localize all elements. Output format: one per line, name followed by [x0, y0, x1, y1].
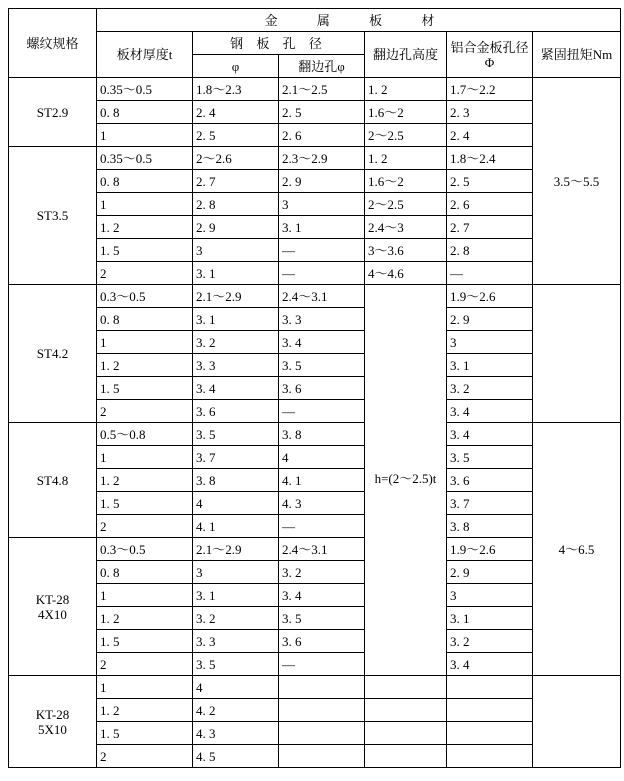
alu-hole-cell: 2. 9: [447, 561, 533, 584]
spec-kt28-5x10: [9, 676, 97, 768]
torque-blank-cell: [533, 285, 621, 423]
table-row: [9, 699, 621, 722]
flange-phi-cell: [279, 676, 365, 699]
phi-cell: 2. 4: [193, 101, 279, 124]
table-row: [9, 262, 621, 285]
phi-cell: 3. 1: [193, 308, 279, 331]
flange-phi-cell: 3. 6: [279, 630, 365, 653]
table-row: [9, 607, 621, 630]
table-row: [9, 377, 621, 400]
flange-phi-cell: 3. 4: [279, 584, 365, 607]
flange-height-cell: 1.6～2: [365, 101, 447, 124]
flange-phi-cell: —: [279, 239, 365, 262]
phi-cell: 4: [193, 492, 279, 515]
flange-height-cell: 1. 2: [365, 147, 447, 170]
flange-phi-cell: 3. 8: [279, 423, 365, 446]
alu-hole-cell: 1.9～2.6: [447, 538, 533, 561]
flange-height-cell: 2.4～3: [365, 216, 447, 239]
phi-cell: 4. 5: [193, 745, 279, 768]
alu-hole-cell: 3. 1: [447, 607, 533, 630]
table-row: [9, 400, 621, 423]
thickness-cell: 1. 2: [97, 216, 193, 239]
flange-height-formula: h=(2～2.5)t: [365, 285, 447, 676]
table-row: [9, 653, 621, 676]
flange-phi-cell: 3. 2: [279, 561, 365, 584]
thickness-cell: 1. 2: [97, 607, 193, 630]
flange-phi-cell: 2.4～3.1: [279, 538, 365, 561]
phi-cell: 3. 5: [193, 653, 279, 676]
phi-cell: 4. 2: [193, 699, 279, 722]
thickness-cell: 0. 8: [97, 561, 193, 584]
thickness-cell: 1: [97, 446, 193, 469]
flange-phi-cell: 4. 3: [279, 492, 365, 515]
table-row: [9, 308, 621, 331]
flange-phi-cell: 2.4～3.1: [279, 285, 365, 308]
spec-st4-8: ST4.8: [9, 423, 97, 538]
thickness-cell: 2: [97, 515, 193, 538]
flange-phi-cell: 2. 6: [279, 124, 365, 147]
flange-phi-cell: [279, 722, 365, 745]
phi-cell: 3. 3: [193, 354, 279, 377]
alu-hole-cell: 2. 8: [447, 239, 533, 262]
flange-phi-cell: —: [279, 400, 365, 423]
alu-hole-cell: 2. 6: [447, 193, 533, 216]
thickness-cell: 0. 8: [97, 101, 193, 124]
flange-phi-cell: 4. 1: [279, 469, 365, 492]
alu-hole-cell: —: [447, 262, 533, 285]
thickness-cell: 2: [97, 653, 193, 676]
thickness-cell: 1: [97, 124, 193, 147]
alu-hole-cell: 2. 9: [447, 308, 533, 331]
phi-cell: 3: [193, 561, 279, 584]
spec-line-1: KT-28: [35, 591, 70, 607]
table-row: [9, 170, 621, 193]
torque-cell-1: 3.5～5.5: [533, 78, 621, 285]
phi-cell: 3. 5: [193, 423, 279, 446]
alu-hole-cell: 2. 7: [447, 216, 533, 239]
header-thickness: 板材厚度t: [97, 32, 193, 78]
table-row: [9, 676, 621, 699]
flange-phi-cell: —: [279, 515, 365, 538]
alu-hole-cell: 1.7～2.2: [447, 78, 533, 101]
alu-hole-cell: 3. 4: [447, 423, 533, 446]
header-thread-spec: 螺纹规格: [9, 9, 97, 78]
flange-phi-cell: 3. 5: [279, 607, 365, 630]
alu-hole-cell: 2. 5: [447, 170, 533, 193]
thickness-cell: 2: [97, 745, 193, 768]
thickness-cell: 0.35～0.5: [97, 147, 193, 170]
alu-hole-cell: 1.8～2.4: [447, 147, 533, 170]
flange-phi-cell: —: [279, 262, 365, 285]
phi-cell: 2. 9: [193, 216, 279, 239]
table-row: [9, 492, 621, 515]
thickness-cell: 1: [97, 676, 193, 699]
phi-cell: 3. 6: [193, 400, 279, 423]
flange-phi-cell: 2.3～2.9: [279, 147, 365, 170]
phi-cell: 3. 1: [193, 584, 279, 607]
alu-hole-cell: 3: [447, 331, 533, 354]
phi-cell: 3. 8: [193, 469, 279, 492]
flange-phi-cell: 3. 5: [279, 354, 365, 377]
phi-cell: 3. 2: [193, 331, 279, 354]
phi-cell: 3. 4: [193, 377, 279, 400]
header-flange-height: 翻边孔高度: [365, 32, 447, 78]
torque-cell-2: 4～6.5: [533, 423, 621, 676]
flange-phi-cell: [279, 745, 365, 768]
thickness-cell: 1. 5: [97, 377, 193, 400]
table-row: [9, 216, 621, 239]
flange-height-cell: [365, 722, 447, 745]
thickness-cell: 2: [97, 262, 193, 285]
flange-height-cell: 4～4.6: [365, 262, 447, 285]
thickness-cell: 1. 5: [97, 722, 193, 745]
table-row: [9, 124, 621, 147]
thickness-cell: 0.5～0.8: [97, 423, 193, 446]
flange-phi-cell: —: [279, 653, 365, 676]
phi-cell: 2～2.6: [193, 147, 279, 170]
alu-hole-cell: [447, 745, 533, 768]
alu-hole-cell: 3. 2: [447, 630, 533, 653]
table-row: [9, 538, 621, 561]
flange-phi-cell: 2. 9: [279, 170, 365, 193]
spec-line-2: 4X10: [38, 606, 67, 622]
table-row: [9, 446, 621, 469]
table-row: [9, 193, 621, 216]
phi-cell: 3. 3: [193, 630, 279, 653]
thickness-cell: 1. 2: [97, 699, 193, 722]
alu-hole-cell: 3. 7: [447, 492, 533, 515]
table-row: [9, 354, 621, 377]
flange-height-cell: [365, 745, 447, 768]
flange-height-cell: 3～3.6: [365, 239, 447, 262]
thickness-cell: 0.35～0.5: [97, 78, 193, 101]
spec-line-1: KT-28: [35, 706, 70, 722]
thickness-cell: 1. 2: [97, 469, 193, 492]
table-row: [9, 147, 621, 170]
table-row: [9, 722, 621, 745]
flange-phi-cell: 2.1～2.5: [279, 78, 365, 101]
flange-phi-cell: 4: [279, 446, 365, 469]
alu-hole-cell: 3: [447, 584, 533, 607]
thickness-cell: 0. 8: [97, 170, 193, 193]
header-torque: 紧固扭矩Nm: [533, 32, 621, 78]
flange-phi-cell: 3. 3: [279, 308, 365, 331]
fastener-spec-table: [8, 8, 621, 768]
alu-hole-cell: 3. 1: [447, 354, 533, 377]
flange-height-cell: 2～2.5: [365, 124, 447, 147]
flange-phi-cell: 2. 5: [279, 101, 365, 124]
phi-cell: 3. 2: [193, 607, 279, 630]
thickness-cell: 1: [97, 584, 193, 607]
flange-phi-cell: 3. 1: [279, 216, 365, 239]
alu-hole-cell: 3. 5: [447, 446, 533, 469]
table-row: [9, 331, 621, 354]
phi-cell: 1.8～2.3: [193, 78, 279, 101]
table-row: [9, 423, 621, 446]
phi-cell: 3. 1: [193, 262, 279, 285]
header-alu-hole: 铝合金板孔径Φ: [447, 32, 533, 78]
flange-height-cell: 2～2.5: [365, 193, 447, 216]
alu-hole-cell: 3. 6: [447, 469, 533, 492]
flange-phi-cell: [279, 699, 365, 722]
alu-hole-cell: 2. 3: [447, 101, 533, 124]
alu-hole-cell: [447, 699, 533, 722]
phi-cell: 2.1～2.9: [193, 538, 279, 561]
flange-height-cell: 1.6～2: [365, 170, 447, 193]
flange-phi-cell: 3. 4: [279, 331, 365, 354]
flange-height-cell: 1. 2: [365, 78, 447, 101]
spec-st2-9: ST2.9: [9, 78, 97, 147]
spec-line-2: 5X10: [38, 721, 67, 737]
table-row: [9, 561, 621, 584]
header-steel-hole: 钢 板 孔 径: [193, 32, 365, 55]
flange-height-cell: [365, 699, 447, 722]
alu-hole-cell: 3. 2: [447, 377, 533, 400]
thickness-cell: 0.3～0.5: [97, 538, 193, 561]
torque-blank-cell: [533, 676, 621, 768]
phi-cell: 2. 8: [193, 193, 279, 216]
spec-st4-2: ST4.2: [9, 285, 97, 423]
flange-phi-cell: 3. 6: [279, 377, 365, 400]
table-row: [9, 78, 621, 101]
header-flange-phi: 翻边孔φ: [279, 55, 365, 78]
alu-hole-cell: 3. 8: [447, 515, 533, 538]
thickness-cell: 1. 2: [97, 354, 193, 377]
thickness-cell: 1. 5: [97, 492, 193, 515]
spec-st3-5: ST3.5: [9, 147, 97, 285]
alu-hole-cell: 1.9～2.6: [447, 285, 533, 308]
table-row: [9, 745, 621, 768]
spec-kt28-4x10: [9, 538, 97, 676]
alu-hole-cell: 3. 4: [447, 400, 533, 423]
table-row: [9, 239, 621, 262]
thickness-cell: 2: [97, 400, 193, 423]
header-phi: φ: [193, 55, 279, 78]
alu-hole-cell: 2. 4: [447, 124, 533, 147]
flange-height-cell: [365, 676, 447, 699]
alu-hole-cell: [447, 676, 533, 699]
flange-phi-cell: 3: [279, 193, 365, 216]
alu-hole-cell: [447, 722, 533, 745]
phi-cell: 2. 7: [193, 170, 279, 193]
phi-cell: 3. 7: [193, 446, 279, 469]
table-row: [9, 469, 621, 492]
phi-cell: 4: [193, 676, 279, 699]
header-metal-sheet: 金 属 板 材: [97, 9, 621, 32]
phi-cell: 3: [193, 239, 279, 262]
phi-cell: 4. 1: [193, 515, 279, 538]
table-row: [9, 285, 621, 308]
table-row: [9, 630, 621, 653]
thickness-cell: 0.3～0.5: [97, 285, 193, 308]
thickness-cell: 1: [97, 331, 193, 354]
phi-cell: 4. 3: [193, 722, 279, 745]
thickness-cell: 0. 8: [97, 308, 193, 331]
alu-hole-cell: 3. 4: [447, 653, 533, 676]
phi-cell: 2. 5: [193, 124, 279, 147]
table-row: [9, 584, 621, 607]
thickness-cell: 1. 5: [97, 630, 193, 653]
table-row: [9, 515, 621, 538]
phi-cell: 2.1～2.9: [193, 285, 279, 308]
thickness-cell: 1. 5: [97, 239, 193, 262]
thickness-cell: 1: [97, 193, 193, 216]
table-row: [9, 101, 621, 124]
